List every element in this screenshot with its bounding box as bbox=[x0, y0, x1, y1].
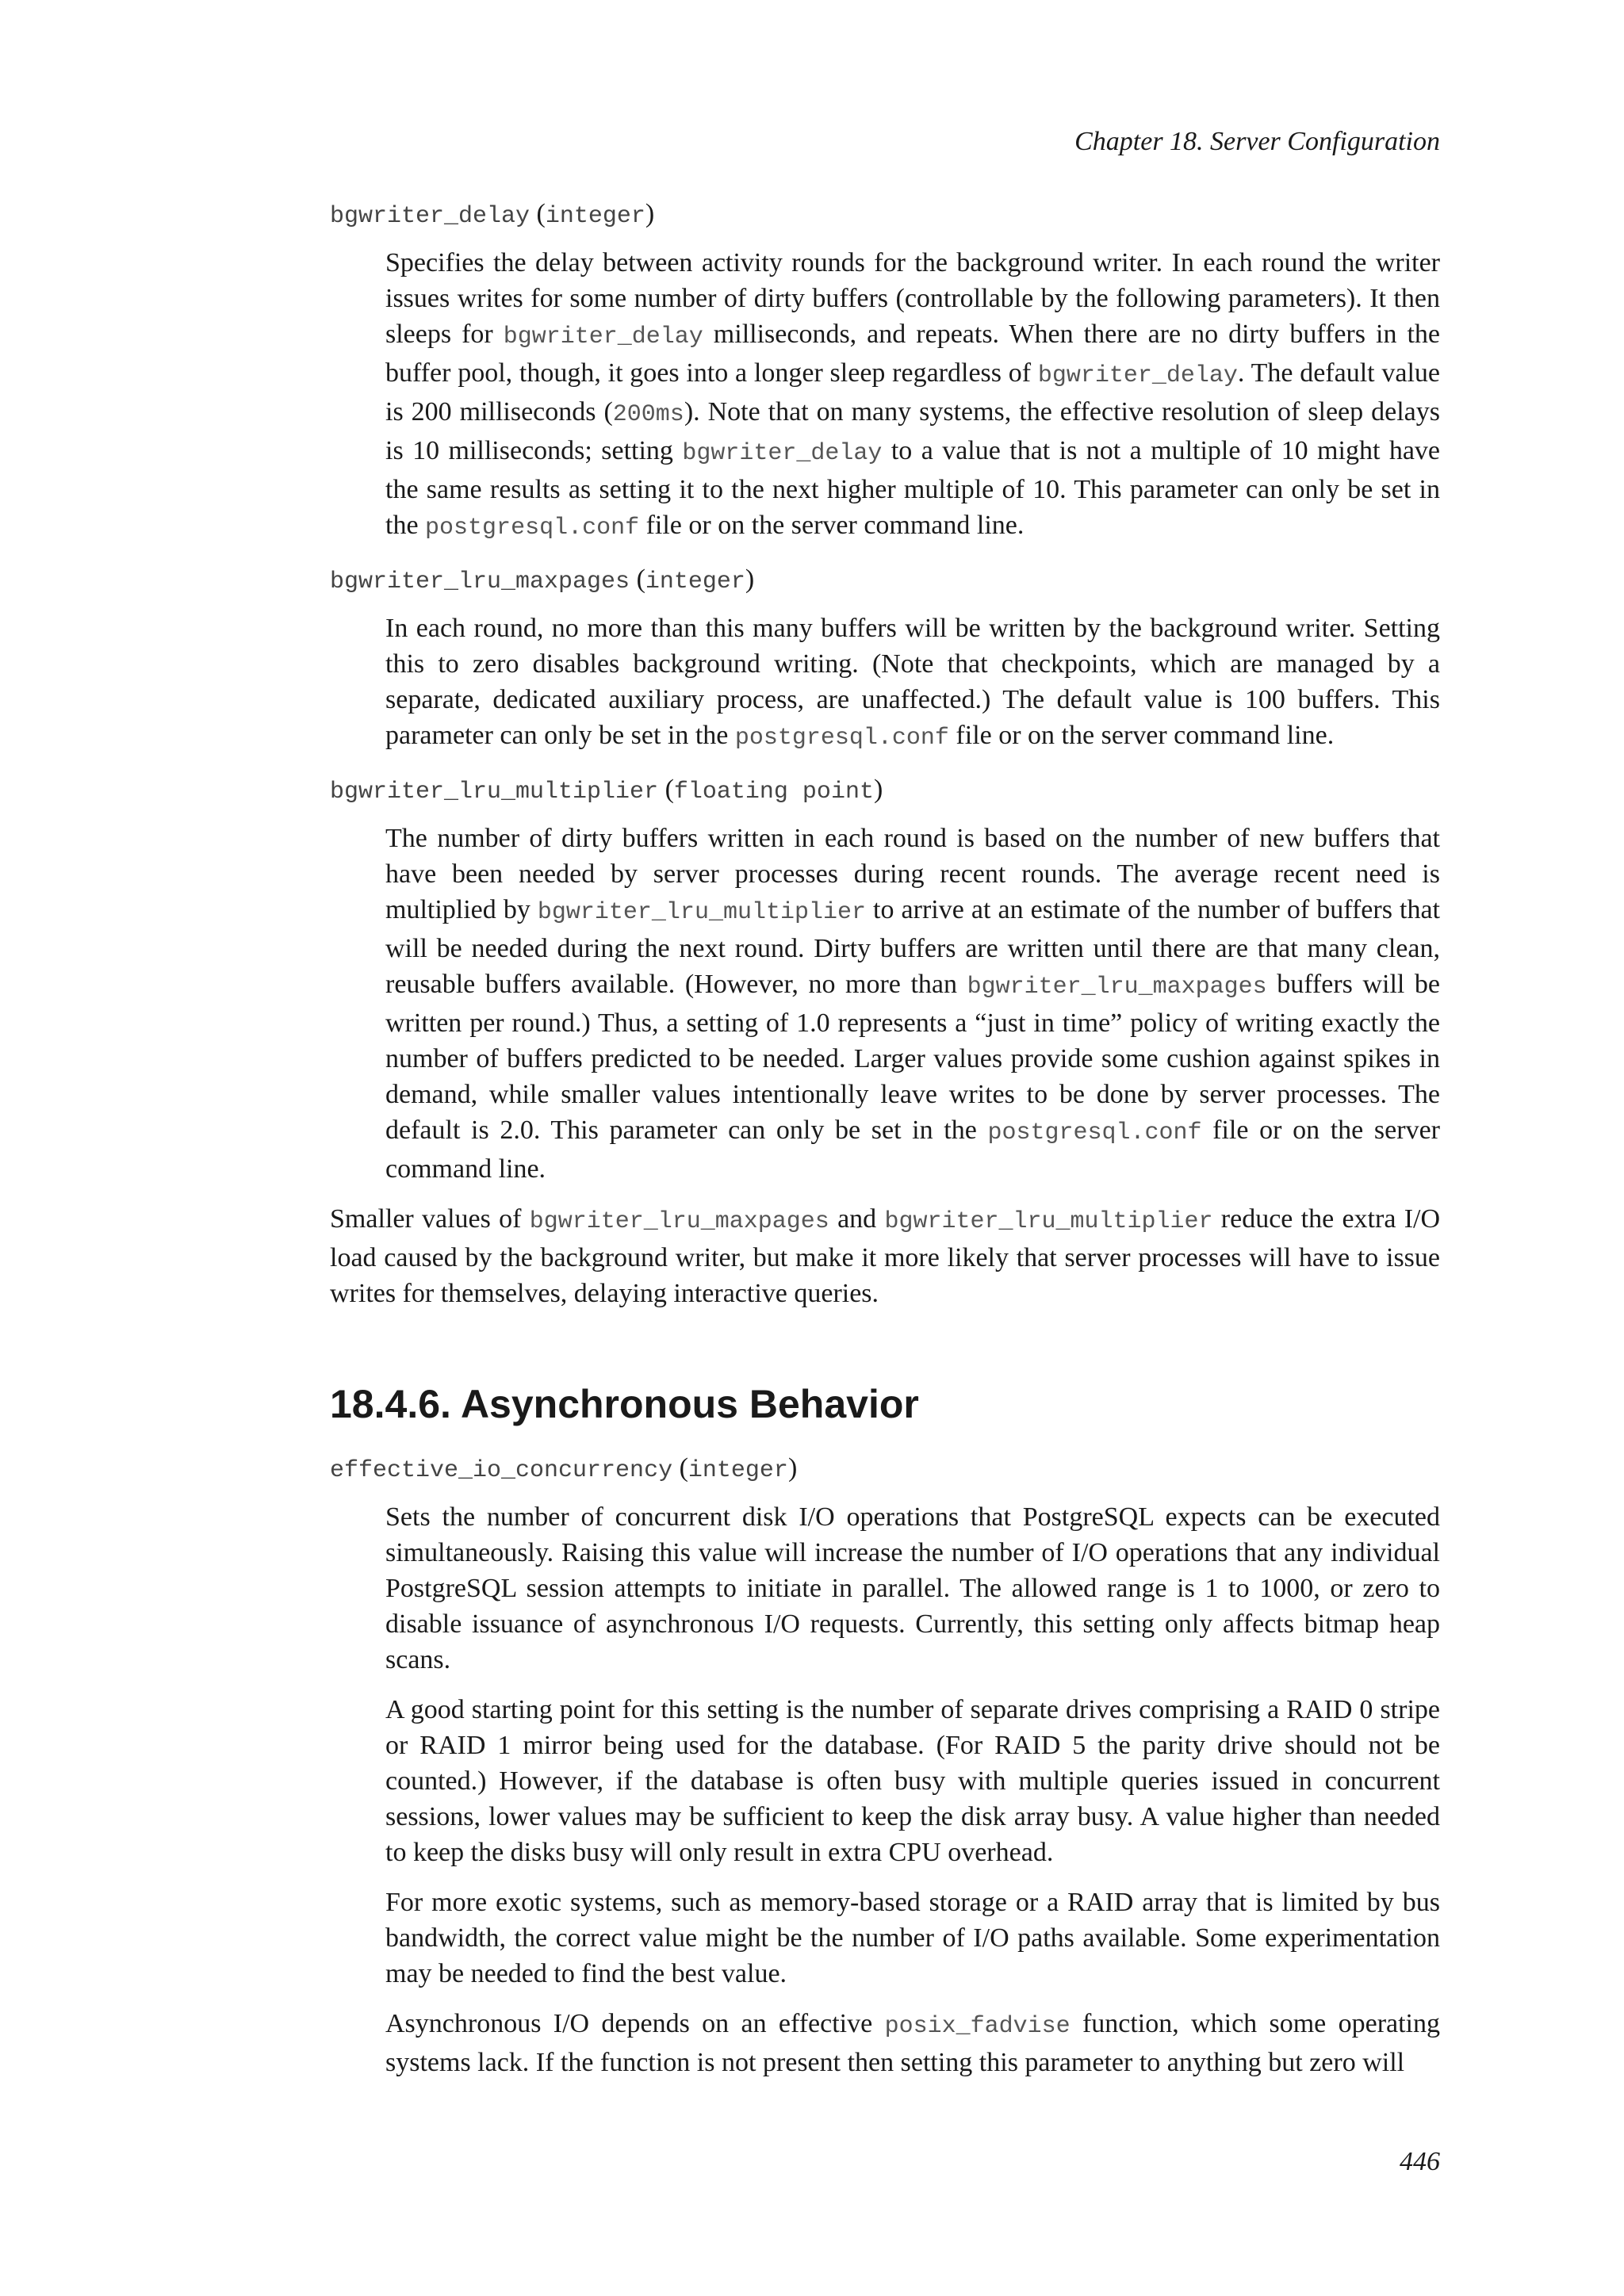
parameter-name: bgwriter_lru_maxpages bbox=[330, 568, 630, 595]
paragraph bbox=[385, 1692, 1440, 1870]
text-run: function, which some operating systems lack. If the function is not present then setting this parameter to anything but zero will bbox=[385, 2009, 1441, 2077]
paren-open: ( bbox=[630, 564, 645, 594]
text-run: Specifies the delay between activity rounds for the background writer. In each round the writer issues writes for some number of dirty buffers (controllable by the following parameters). It then sleeps for bbox=[385, 248, 1440, 349]
paren-close: ) bbox=[645, 199, 655, 228]
text-run: A good starting point for this setting is the number of separate drives comprising a RAID 0 stripe or RAID 1 mirror being used for the database. (For RAID 5 the parity drive should not be counted.) However, if the database is often busy with multiple queries issued in concurrent sessions, lower values may be sufficient to keep the disk array busy. A value higher than needed to keep the disks busy will only result in extra CPU overhead. bbox=[385, 1695, 1440, 1867]
text-run: In each round, no more than this many buffers will be written by the background writer. Setting this to zero disables background writing. (Note that checkpoints, which are managed by a separate, dedicated auxiliary process, are unaffected.) The default value is 100 buffers. This parameter can only be set in the bbox=[385, 614, 1440, 750]
paragraph bbox=[385, 610, 1440, 756]
paragraph bbox=[385, 245, 1440, 546]
text-run: Sets the number of concurrent disk I/O operations that PostgreSQL expects can be executed simultaneously. Raising this value will increase the number of I/O operations that any individual PostgreSQL session attempts to initiate in parallel. The allowed range is 1 to 1000, or zero to disable issuance of asynchronous I/O requests. Currently, this setting only affects bitmap heap scans. bbox=[385, 1502, 1440, 1674]
paren-close: ) bbox=[873, 775, 883, 804]
parameter-term bbox=[330, 561, 1440, 601]
parameter-term bbox=[330, 195, 1440, 235]
parameter-type: floating point bbox=[673, 779, 874, 806]
inline-code: postgresql.conf bbox=[987, 1119, 1202, 1146]
inline-code: posix_fadvise bbox=[884, 2013, 1071, 2040]
text-run: reduce the extra I/O load caused by the background writer, but make it more likely that server processes will have to issue writes for themselves, delaying interactive queries. bbox=[330, 1204, 1441, 1308]
parameter-description bbox=[385, 245, 1440, 546]
inline-code: bgwriter_lru_multiplier bbox=[884, 1208, 1213, 1235]
parameter-term bbox=[330, 771, 1440, 811]
parameter-type: integer bbox=[645, 568, 745, 595]
text-run: buffers will be written per round.) Thus, a setting of 1.0 represents a “just in time” policy of writing exactly the number of buffers predicted to be needed. Larger values provide some cushion against spikes in demand, while smaller values intentionally leave writes to be done by server processes. The default is 2.0. This parameter can only be set in the bbox=[385, 970, 1440, 1145]
parameter-description bbox=[385, 821, 1440, 1187]
text-run: Asynchronous I/O depends on an effective bbox=[385, 2009, 885, 2038]
running-header: Chapter 18. Server Configuration bbox=[1074, 127, 1440, 156]
text-run: and bbox=[829, 1204, 885, 1234]
parameter-description bbox=[385, 610, 1440, 756]
text-run: to arrive at an estimate of the number of buffers that will be needed during the next round. Dirty buffers are written until there are that many clean, reusable buffers available. (However, no more than bbox=[385, 895, 1440, 999]
text-run: ). Note that on many systems, the effective resolution of sleep delays is 10 milliseconds; setting bbox=[385, 397, 1440, 465]
parameter-type: integer bbox=[545, 203, 645, 230]
inline-code: bgwriter_lru_maxpages bbox=[967, 974, 1267, 1001]
text-run: to a value that is not a multiple of 10 might have the same results as setting it to the next higher multiple of 10. This parameter can only be set in the bbox=[385, 436, 1440, 540]
parameter-description bbox=[385, 1499, 1440, 2080]
text-run: milliseconds, and repeats. When there are no dirty buffers in the buffer pool, though, it goes into a longer sleep regardless of bbox=[385, 320, 1440, 388]
parameter-name: bgwriter_lru_multiplier bbox=[330, 779, 659, 806]
inline-code: postgresql.conf bbox=[425, 515, 640, 541]
inline-code: bgwriter_delay bbox=[682, 440, 883, 467]
paragraph bbox=[385, 821, 1440, 1187]
paragraph bbox=[385, 1885, 1440, 1992]
inline-code: bgwriter_delay bbox=[1037, 362, 1238, 389]
paren-open: ( bbox=[658, 775, 674, 804]
parameter-name: effective_io_concurrency bbox=[330, 1457, 673, 1484]
paragraph bbox=[385, 2006, 1440, 2080]
inline-code: bgwriter_lru_multiplier bbox=[537, 899, 866, 926]
text-run: file or on the server command line. bbox=[948, 721, 1335, 750]
text-run: The number of dirty buffers written in each round is based on the number of new buffers that have been needed by server processes during recent rounds. The average recent need is multiplied by bbox=[385, 824, 1440, 924]
page-number: 446 bbox=[1400, 2147, 1440, 2176]
summary-paragraph bbox=[330, 1201, 1440, 1311]
page-content bbox=[330, 195, 1440, 2095]
inline-code: 200ms bbox=[612, 401, 684, 428]
paren-close: ) bbox=[745, 564, 755, 594]
text-run: file or on the server command line. bbox=[639, 511, 1025, 540]
paren-open: ( bbox=[530, 199, 546, 228]
paragraph bbox=[385, 1499, 1440, 1678]
text-run: . The default value is 200 milliseconds ( bbox=[385, 358, 1440, 427]
text-run: For more exotic systems, such as memory-based storage or a RAID array that is limited by bus bandwidth, the correct value might be the number of I/O paths available. Some experimentation may be needed to find the best value. bbox=[385, 1888, 1440, 1988]
text-run: Smaller values of bbox=[330, 1204, 530, 1234]
section-heading: 18.4.6. Asynchronous Behavior bbox=[330, 1382, 919, 1426]
inline-code: bgwriter_lru_maxpages bbox=[529, 1208, 829, 1235]
parameter-term bbox=[330, 1449, 1440, 1490]
parameter-name: bgwriter_delay bbox=[330, 203, 530, 230]
inline-code: postgresql.conf bbox=[734, 725, 949, 752]
text-run: file or on the server command line. bbox=[385, 1115, 1440, 1184]
parameter-type: integer bbox=[688, 1457, 788, 1484]
inline-code: bgwriter_delay bbox=[503, 323, 703, 350]
paren-open: ( bbox=[672, 1453, 688, 1483]
paren-close: ) bbox=[787, 1453, 798, 1483]
